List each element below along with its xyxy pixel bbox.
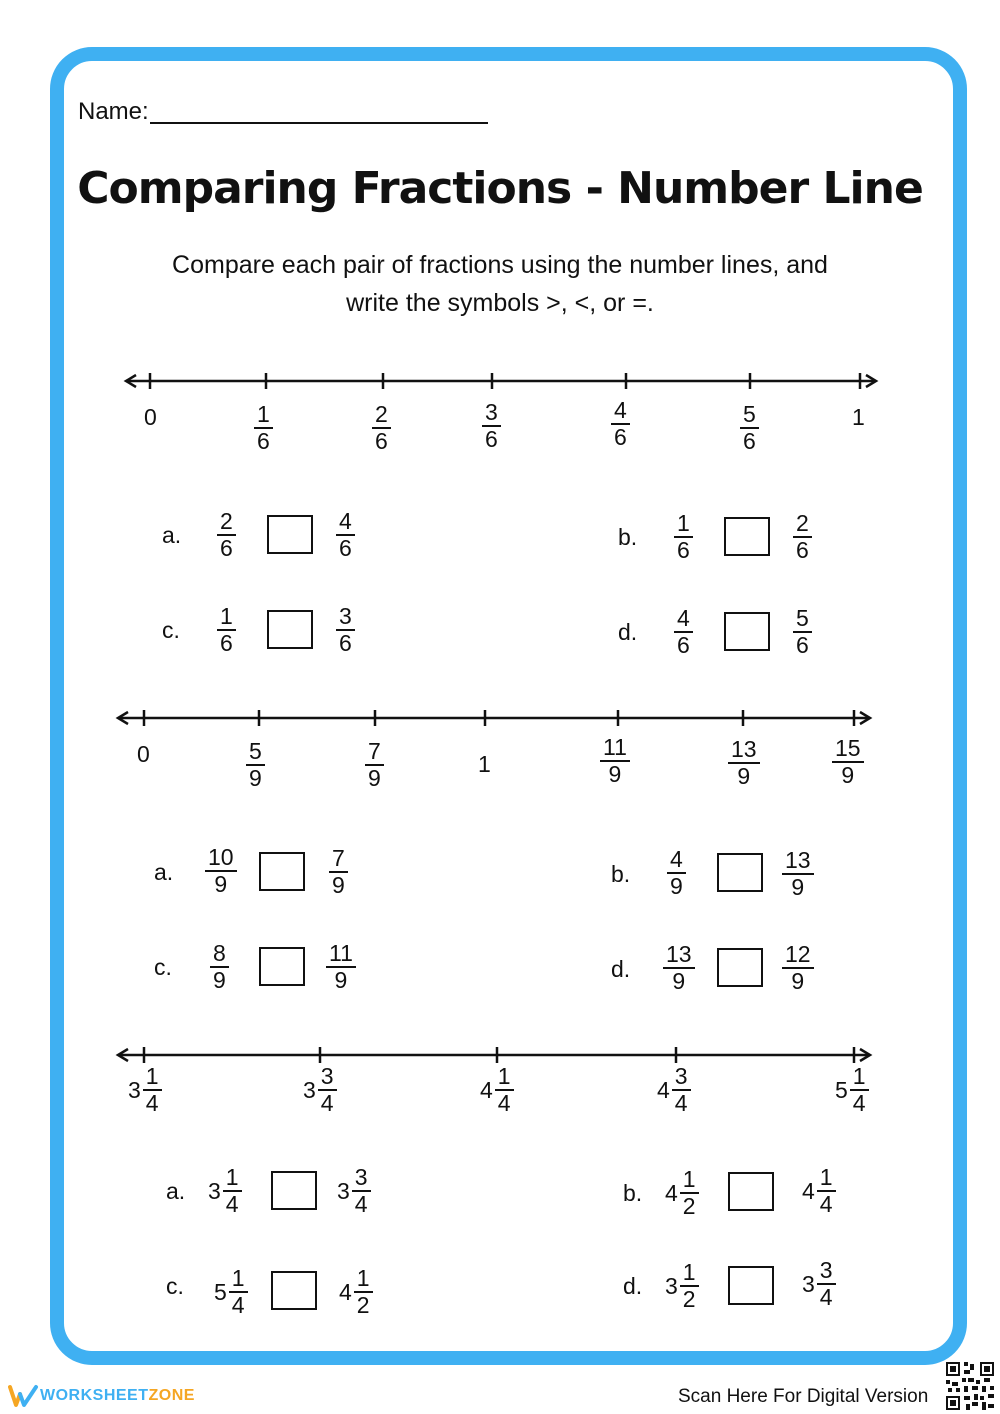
- mixed-number-right: 4 1 4: [802, 1165, 836, 1217]
- fraction-left: 2 6: [217, 509, 236, 561]
- fraction-right: 13 9: [782, 848, 814, 900]
- fraction-left: 10 9: [205, 845, 237, 897]
- answer-box[interactable]: [267, 515, 313, 554]
- tick-fraction: 4 6: [611, 398, 630, 450]
- tick-mixed-number: 4 3 4: [657, 1064, 691, 1116]
- tick-label: 0: [144, 404, 157, 430]
- problem-letter: b.: [611, 861, 631, 887]
- problem-letter: a.: [162, 522, 182, 548]
- answer-box[interactable]: [728, 1172, 774, 1211]
- tick-label: 1: [852, 404, 865, 430]
- logo-text: WORKSHEETZONE: [40, 1387, 195, 1404]
- worksheetzone-logo[interactable]: [8, 1384, 195, 1408]
- fraction-right: 4 6: [336, 509, 355, 561]
- problem-letter: d.: [611, 956, 631, 982]
- tick-label: 1: [478, 751, 491, 777]
- fraction-right: 11 9: [326, 941, 356, 993]
- tick-fraction: 3 6: [482, 400, 501, 452]
- tick-fraction: 5 9: [246, 739, 265, 791]
- number-line-1: [126, 373, 876, 389]
- tick-fraction: 13 9: [728, 737, 760, 789]
- fraction-right: 12 9: [782, 942, 814, 994]
- tick-fraction: 11 9: [600, 735, 630, 787]
- mixed-number-left: 5 1 4: [214, 1266, 248, 1318]
- problem-letter: b.: [623, 1180, 643, 1206]
- fraction-right: 3 6: [336, 604, 355, 656]
- tick-fraction: 5 6: [740, 402, 759, 454]
- instruction-line-1: Compare each pair of fractions using the number lines, and: [172, 251, 828, 279]
- answer-box[interactable]: [259, 852, 305, 891]
- answer-box[interactable]: [271, 1171, 317, 1210]
- fraction-right: 5 6: [793, 606, 812, 658]
- answer-box[interactable]: [717, 853, 763, 892]
- scan-text: Scan Here For Digital Version: [678, 1386, 929, 1407]
- answer-box[interactable]: [259, 947, 305, 986]
- answer-box[interactable]: [267, 610, 313, 649]
- tick-fraction: 2 6: [372, 402, 391, 454]
- mixed-number-right: 3 3 4: [802, 1258, 836, 1310]
- problem-letter: a.: [166, 1178, 186, 1204]
- tick-mixed-number: 4 1 4: [480, 1064, 514, 1116]
- page-title: Comparing Fractions - Number Line: [77, 163, 923, 214]
- name-label: Name:: [78, 98, 149, 125]
- logo-w-icon: [8, 1384, 40, 1408]
- problem-letter: d.: [623, 1273, 643, 1299]
- fraction-left: 8 9: [210, 941, 229, 993]
- fraction-left: 1 6: [217, 604, 236, 656]
- fraction-left: 4 6: [674, 606, 693, 658]
- problem-letter: c.: [162, 617, 180, 643]
- number-line-2: [118, 710, 870, 726]
- mixed-number-left: 3 1 2: [665, 1260, 699, 1312]
- mixed-number-right: 4 1 2: [339, 1266, 373, 1318]
- tick-mixed-number: 3 1 4: [128, 1064, 162, 1116]
- answer-box[interactable]: [724, 612, 770, 651]
- fraction-left: 4 9: [667, 847, 686, 899]
- fraction-left: 1 6: [674, 511, 693, 563]
- tick-fraction: 1 6: [254, 402, 273, 454]
- tick-fraction: 15 9: [832, 736, 864, 788]
- mixed-number-left: 3 1 4: [208, 1165, 242, 1217]
- number-line-3: [118, 1047, 870, 1063]
- answer-box[interactable]: [717, 948, 763, 987]
- tick-label: 0: [137, 741, 150, 767]
- problem-letter: d.: [618, 619, 638, 645]
- tick-fraction: 7 9: [365, 739, 384, 791]
- fraction-right: 2 6: [793, 511, 812, 563]
- qr-code-icon[interactable]: [946, 1362, 994, 1410]
- mixed-number-left: 4 1 2: [665, 1167, 699, 1219]
- answer-box[interactable]: [271, 1271, 317, 1310]
- problem-letter: a.: [154, 859, 174, 885]
- tick-mixed-number: 3 3 4: [303, 1064, 337, 1116]
- instruction-line-2: write the symbols >, <, or =.: [346, 289, 654, 317]
- fraction-right: 7 9: [329, 846, 348, 898]
- problem-letter: b.: [618, 524, 638, 550]
- mixed-number-right: 3 3 4: [337, 1165, 371, 1217]
- fraction-left: 13 9: [663, 942, 695, 994]
- problem-letter: c.: [154, 954, 172, 980]
- tick-mixed-number: 5 1 4: [835, 1064, 869, 1116]
- answer-box[interactable]: [728, 1266, 774, 1305]
- answer-box[interactable]: [724, 517, 770, 556]
- problem-letter: c.: [166, 1273, 184, 1299]
